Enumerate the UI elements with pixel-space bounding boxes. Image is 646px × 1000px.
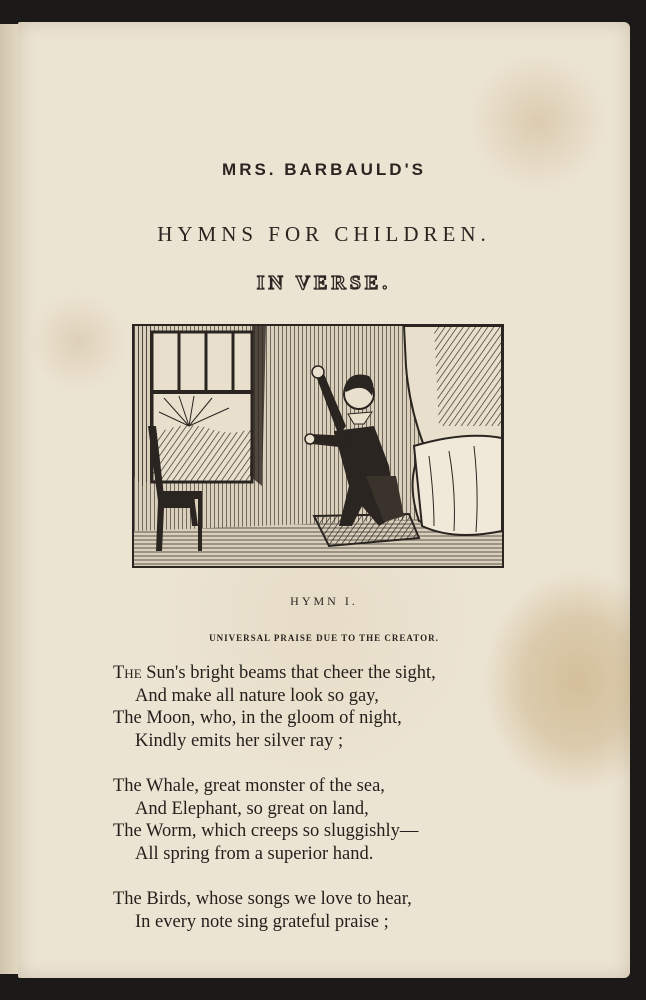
verse-line	[113, 662, 553, 685]
subtitle-in-verse: IN VERSE.	[256, 272, 392, 294]
verse-line: Kindly emits her silver ray ;	[135, 730, 344, 751]
verse-line: All spring from a superior hand.	[135, 843, 374, 864]
verse-line: And Elephant, so great on land,	[135, 798, 369, 819]
verse-line: The Worm, which creeps so sluggishly—	[113, 821, 419, 841]
verse-line-text: Sun's bright beams that cheer the sight,	[141, 663, 436, 683]
main-title: HYMNS FOR CHILDREN.	[157, 222, 491, 246]
kneeling-boy-icon	[134, 326, 502, 566]
verse-line: The Whale, great monster of the sea,	[113, 776, 385, 796]
hymn-heading: UNIVERSAL PRAISE DUE TO THE CREATOR.	[209, 633, 439, 643]
woodcut-illustration	[132, 324, 504, 568]
hymn-number: HYMN I.	[290, 594, 358, 608]
verse-line: The Moon, who, in the gloom of night,	[113, 708, 402, 728]
author-title: MRS. BARBAULD'S	[222, 160, 426, 179]
verse-line: The Birds, whose songs we love to hear,	[113, 889, 412, 909]
drop-word: The	[113, 663, 142, 683]
hymn-verse	[113, 662, 553, 933]
book-page	[18, 22, 630, 978]
verse-line: In every note sing grateful praise ;	[135, 911, 389, 932]
verse-line: And make all nature look so gay,	[135, 685, 379, 706]
